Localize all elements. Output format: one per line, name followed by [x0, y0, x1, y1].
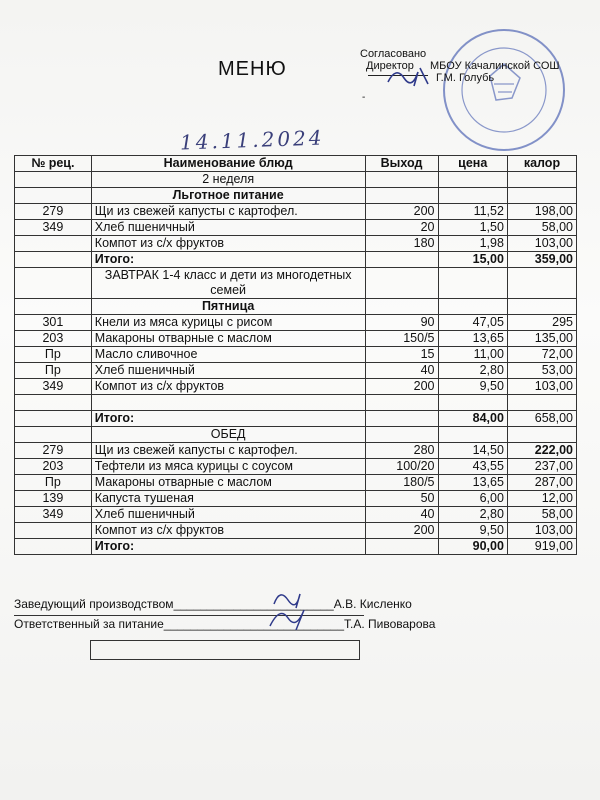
table-row	[15, 236, 577, 252]
empty-cell	[507, 299, 576, 315]
empty-cell	[365, 539, 438, 555]
portion-size: 180/5	[365, 475, 438, 491]
table-row	[15, 395, 577, 411]
total-label: Итого:	[91, 252, 365, 268]
calories: 53,00	[507, 363, 576, 379]
section-title: ЗАВТРАК 1-4 класс и дети из многодетных семей	[91, 268, 365, 299]
section-title: 2 неделя	[91, 172, 365, 188]
table-row	[15, 268, 577, 299]
director-signature	[384, 62, 434, 90]
responsible-signature	[266, 604, 312, 632]
school-name: МБОУ Качалинской СОШ	[430, 60, 560, 72]
portion-size: 180	[365, 236, 438, 252]
table-row	[15, 523, 577, 539]
table-row	[15, 299, 577, 315]
section-title: ОБЕД	[91, 427, 365, 443]
dish-name: Щи из свежей капусты с картофел.	[91, 443, 365, 459]
empty-cell	[438, 188, 507, 204]
section-title: Пятница	[91, 299, 365, 315]
table-row	[15, 539, 577, 555]
recipe-number: Пр	[15, 475, 92, 491]
dish-name: Компот из с/х фруктов	[91, 236, 365, 252]
portion-size: 50	[365, 491, 438, 507]
dish-name: Макароны отварные с маслом	[91, 331, 365, 347]
empty-cell	[438, 395, 507, 411]
empty-cell	[507, 395, 576, 411]
dish-name: Хлеб пшеничный	[91, 363, 365, 379]
school-stamp	[432, 26, 574, 154]
portion-size: 200	[365, 379, 438, 395]
production-manager-label: Заведующий производством	[14, 597, 174, 611]
recipe-number: 349	[15, 220, 92, 236]
responsible-label: Ответственный за питание	[14, 617, 164, 631]
handwritten-date: 14.11.2024	[179, 125, 325, 155]
dish-name: Макароны отварные с маслом	[91, 475, 365, 491]
table-row	[15, 204, 577, 220]
total-label: Итого:	[91, 411, 365, 427]
price: 13,65	[438, 331, 507, 347]
page-title: МЕНЮ	[218, 58, 287, 80]
recipe-number: 349	[15, 507, 92, 523]
approval-label: Согласовано	[360, 48, 427, 60]
recipe-number: 203	[15, 331, 92, 347]
calories: 222,00	[507, 443, 576, 459]
table-row	[15, 427, 577, 443]
table-row	[15, 315, 577, 331]
price: 14,50	[438, 443, 507, 459]
calories: 237,00	[507, 459, 576, 475]
portion-size: 90	[365, 315, 438, 331]
total-price: 90,00	[438, 539, 507, 555]
column-header: цена	[438, 156, 507, 172]
price: 11,52	[438, 204, 507, 220]
portion-size: 40	[365, 363, 438, 379]
column-header: калор	[507, 156, 576, 172]
dish-name: Щи из свежей капусты с картофел.	[91, 204, 365, 220]
approval-director: Директор	[366, 60, 414, 72]
empty-box	[90, 640, 360, 660]
empty-cell	[15, 299, 92, 315]
price: 1,98	[438, 236, 507, 252]
price: 2,80	[438, 363, 507, 379]
recipe-number: 203	[15, 459, 92, 475]
calories: 103,00	[507, 379, 576, 395]
table-row	[15, 363, 577, 379]
calories: 58,00	[507, 507, 576, 523]
price: 2,80	[438, 507, 507, 523]
total-calories: 658,00	[507, 411, 576, 427]
table-row	[15, 475, 577, 491]
calories: 103,00	[507, 236, 576, 252]
empty-cell	[365, 188, 438, 204]
empty-cell	[507, 188, 576, 204]
table-row	[15, 331, 577, 347]
table-row	[15, 347, 577, 363]
portion-size: 200	[365, 523, 438, 539]
table-row	[15, 172, 577, 188]
table-row	[15, 507, 577, 523]
table-row	[15, 220, 577, 236]
dish-name: Компот из с/х фруктов	[91, 379, 365, 395]
table-row	[15, 252, 577, 268]
responsible-line: Ответственный за питание___________________________Т.А. Пивоварова	[14, 617, 436, 631]
recipe-number: 279	[15, 443, 92, 459]
recipe-number: 301	[15, 315, 92, 331]
recipe-number: 279	[15, 204, 92, 220]
production-manager-name: А.В. Кисленко	[333, 597, 412, 611]
empty-cell	[438, 427, 507, 443]
calories: 72,00	[507, 347, 576, 363]
empty-cell	[365, 395, 438, 411]
empty-cell	[91, 395, 365, 411]
approval-dash: -	[362, 92, 366, 103]
table-row	[15, 491, 577, 507]
price: 13,65	[438, 475, 507, 491]
production-manager-line: Заведующий производством________________________А.В. Кисленко	[14, 597, 412, 611]
column-header: № рец.	[15, 156, 92, 172]
dish-name: Кнели из мяса курицы с рисом	[91, 315, 365, 331]
empty-cell	[507, 427, 576, 443]
table-row	[15, 459, 577, 475]
portion-size: 40	[365, 507, 438, 523]
table-row	[15, 188, 577, 204]
table-row	[15, 443, 577, 459]
empty-cell	[365, 427, 438, 443]
director-name: Г.М. Голубь	[436, 72, 495, 84]
empty-cell	[507, 172, 576, 188]
price: 1,50	[438, 220, 507, 236]
empty-cell	[365, 268, 438, 299]
calories: 295	[507, 315, 576, 331]
empty-cell	[15, 268, 92, 299]
section-title: Льготное питание	[91, 188, 365, 204]
empty-cell	[15, 539, 92, 555]
empty-cell	[438, 172, 507, 188]
recipe-number: 139	[15, 491, 92, 507]
recipe-number: Пр	[15, 347, 92, 363]
calories: 12,00	[507, 491, 576, 507]
portion-size: 100/20	[365, 459, 438, 475]
dish-name: Компот из с/х фруктов	[91, 523, 365, 539]
portion-size: 150/5	[365, 331, 438, 347]
responsible-name: Т.А. Пивоварова	[344, 617, 436, 631]
calories: 58,00	[507, 220, 576, 236]
calories: 103,00	[507, 523, 576, 539]
recipe-number: 349	[15, 379, 92, 395]
empty-cell	[438, 299, 507, 315]
portion-size: 200	[365, 204, 438, 220]
calories: 135,00	[507, 331, 576, 347]
empty-cell	[365, 252, 438, 268]
total-price: 15,00	[438, 252, 507, 268]
dish-name: Капуста тушеная	[91, 491, 365, 507]
empty-cell	[15, 172, 92, 188]
total-label: Итого:	[91, 539, 365, 555]
total-calories: 919,00	[507, 539, 576, 555]
price: 11,00	[438, 347, 507, 363]
portion-size: 15	[365, 347, 438, 363]
empty-cell	[15, 188, 92, 204]
price: 47,05	[438, 315, 507, 331]
empty-cell	[15, 411, 92, 427]
price: 43,55	[438, 459, 507, 475]
price: 6,00	[438, 491, 507, 507]
column-header: Наименование блюд	[91, 156, 365, 172]
total-calories: 359,00	[507, 252, 576, 268]
price: 9,50	[438, 523, 507, 539]
dish-name: Хлеб пшеничный	[91, 220, 365, 236]
table-header-row	[15, 156, 577, 172]
calories: 198,00	[507, 204, 576, 220]
recipe-number: Пр	[15, 363, 92, 379]
table-row	[15, 411, 577, 427]
recipe-number	[15, 523, 92, 539]
stamp-text	[430, 60, 559, 84]
empty-cell	[15, 252, 92, 268]
empty-cell	[15, 395, 92, 411]
price: 9,50	[438, 379, 507, 395]
dish-name: Масло сливочное	[91, 347, 365, 363]
empty-cell	[438, 268, 507, 299]
empty-cell	[15, 427, 92, 443]
menu-table	[14, 155, 577, 555]
empty-cell	[365, 172, 438, 188]
empty-cell	[365, 411, 438, 427]
dish-name: Хлеб пшеничный	[91, 507, 365, 523]
calories: 287,00	[507, 475, 576, 491]
empty-cell	[507, 268, 576, 299]
total-price: 84,00	[438, 411, 507, 427]
table-row	[15, 379, 577, 395]
recipe-number	[15, 236, 92, 252]
portion-size: 280	[365, 443, 438, 459]
portion-size: 20	[365, 220, 438, 236]
column-header: Выход	[365, 156, 438, 172]
empty-cell	[365, 299, 438, 315]
dish-name: Тефтели из мяса курицы с соусом	[91, 459, 365, 475]
